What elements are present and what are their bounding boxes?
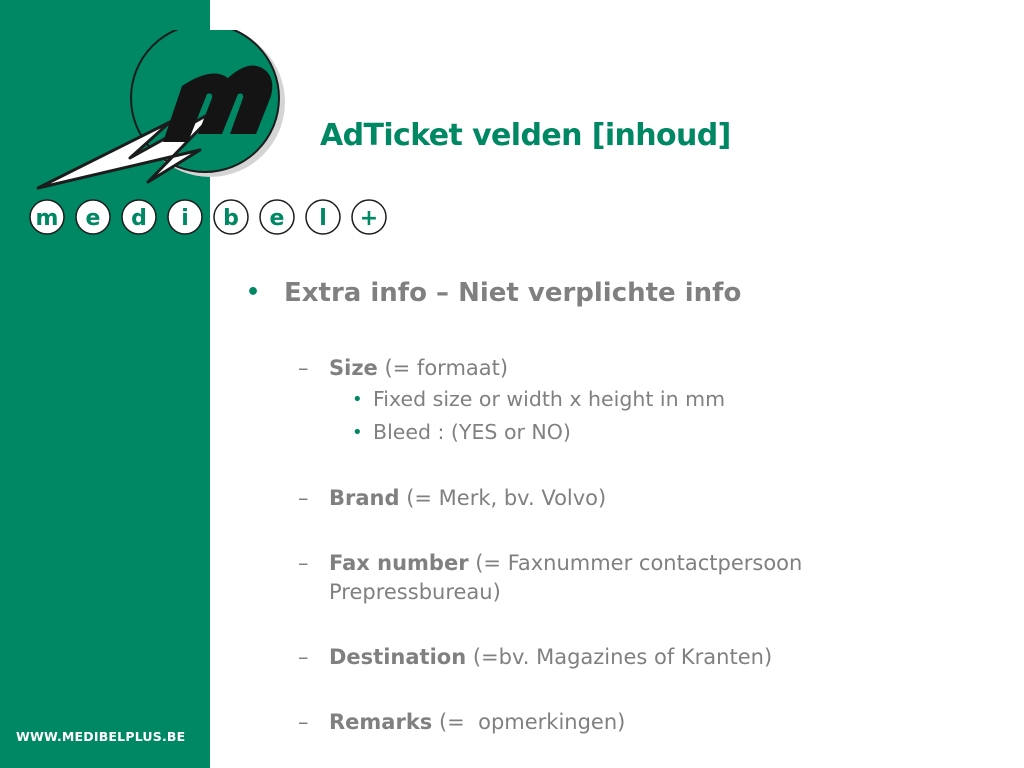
- item-desc: (=bv. Magazines of Kranten): [466, 645, 773, 669]
- item-size: [246, 354, 986, 383]
- logo-letter-group: [30, 200, 386, 234]
- subitem-text: Bleed : (YES or NO): [373, 420, 571, 444]
- item-desc: (= formaat): [377, 356, 509, 380]
- item-label: Brand: [329, 486, 400, 510]
- logo-letter: d: [131, 206, 147, 231]
- item-label: Fax number: [329, 551, 469, 575]
- logo-letter: l: [319, 206, 327, 231]
- subitem: [246, 416, 986, 449]
- slide-content: [246, 276, 986, 737]
- bullet-icon: •: [352, 389, 363, 410]
- item-desc: (= Merk, bv. Volvo): [399, 486, 607, 510]
- logo-letter: e: [85, 206, 101, 231]
- main-bullet: [246, 276, 986, 310]
- item-label: Remarks: [329, 710, 433, 734]
- logo-letter: e: [269, 206, 285, 231]
- item-remarks: [246, 708, 986, 737]
- item-brand: [246, 484, 986, 513]
- dash-icon: –: [298, 551, 309, 575]
- item-desc-cont: Prepressbureau): [329, 580, 501, 604]
- item-label: Destination: [329, 645, 467, 669]
- website-url: WWW.MEDIBELPLUS.BE: [16, 729, 186, 744]
- logo-letter: m: [35, 206, 59, 231]
- item-fax-number: [246, 549, 986, 607]
- item-desc: (= opmerkingen): [432, 710, 626, 734]
- subitem: [246, 383, 986, 416]
- slide-title: AdTicket velden [inhoud]: [320, 118, 731, 153]
- item-label: Size: [329, 356, 378, 380]
- main-bullet-text: Extra info – Niet verplichte info: [284, 278, 742, 308]
- subitem-text: Fixed size or width x height in mm: [373, 387, 726, 411]
- logo-letter: +: [359, 206, 379, 231]
- logo-letter: i: [181, 206, 189, 231]
- medibel-wordmark-icon: [28, 196, 392, 238]
- dash-icon: –: [298, 356, 309, 380]
- item-destination: [246, 643, 986, 672]
- bullet-icon: •: [352, 422, 363, 443]
- dash-icon: –: [298, 710, 309, 734]
- dash-icon: –: [298, 486, 309, 510]
- dash-icon: –: [298, 645, 309, 669]
- logo-letter: b: [223, 206, 239, 231]
- item-desc: (= Faxnummer contactpersoon: [468, 551, 803, 575]
- bullet-icon: •: [246, 280, 261, 305]
- medibel-logo-icon: [30, 30, 300, 200]
